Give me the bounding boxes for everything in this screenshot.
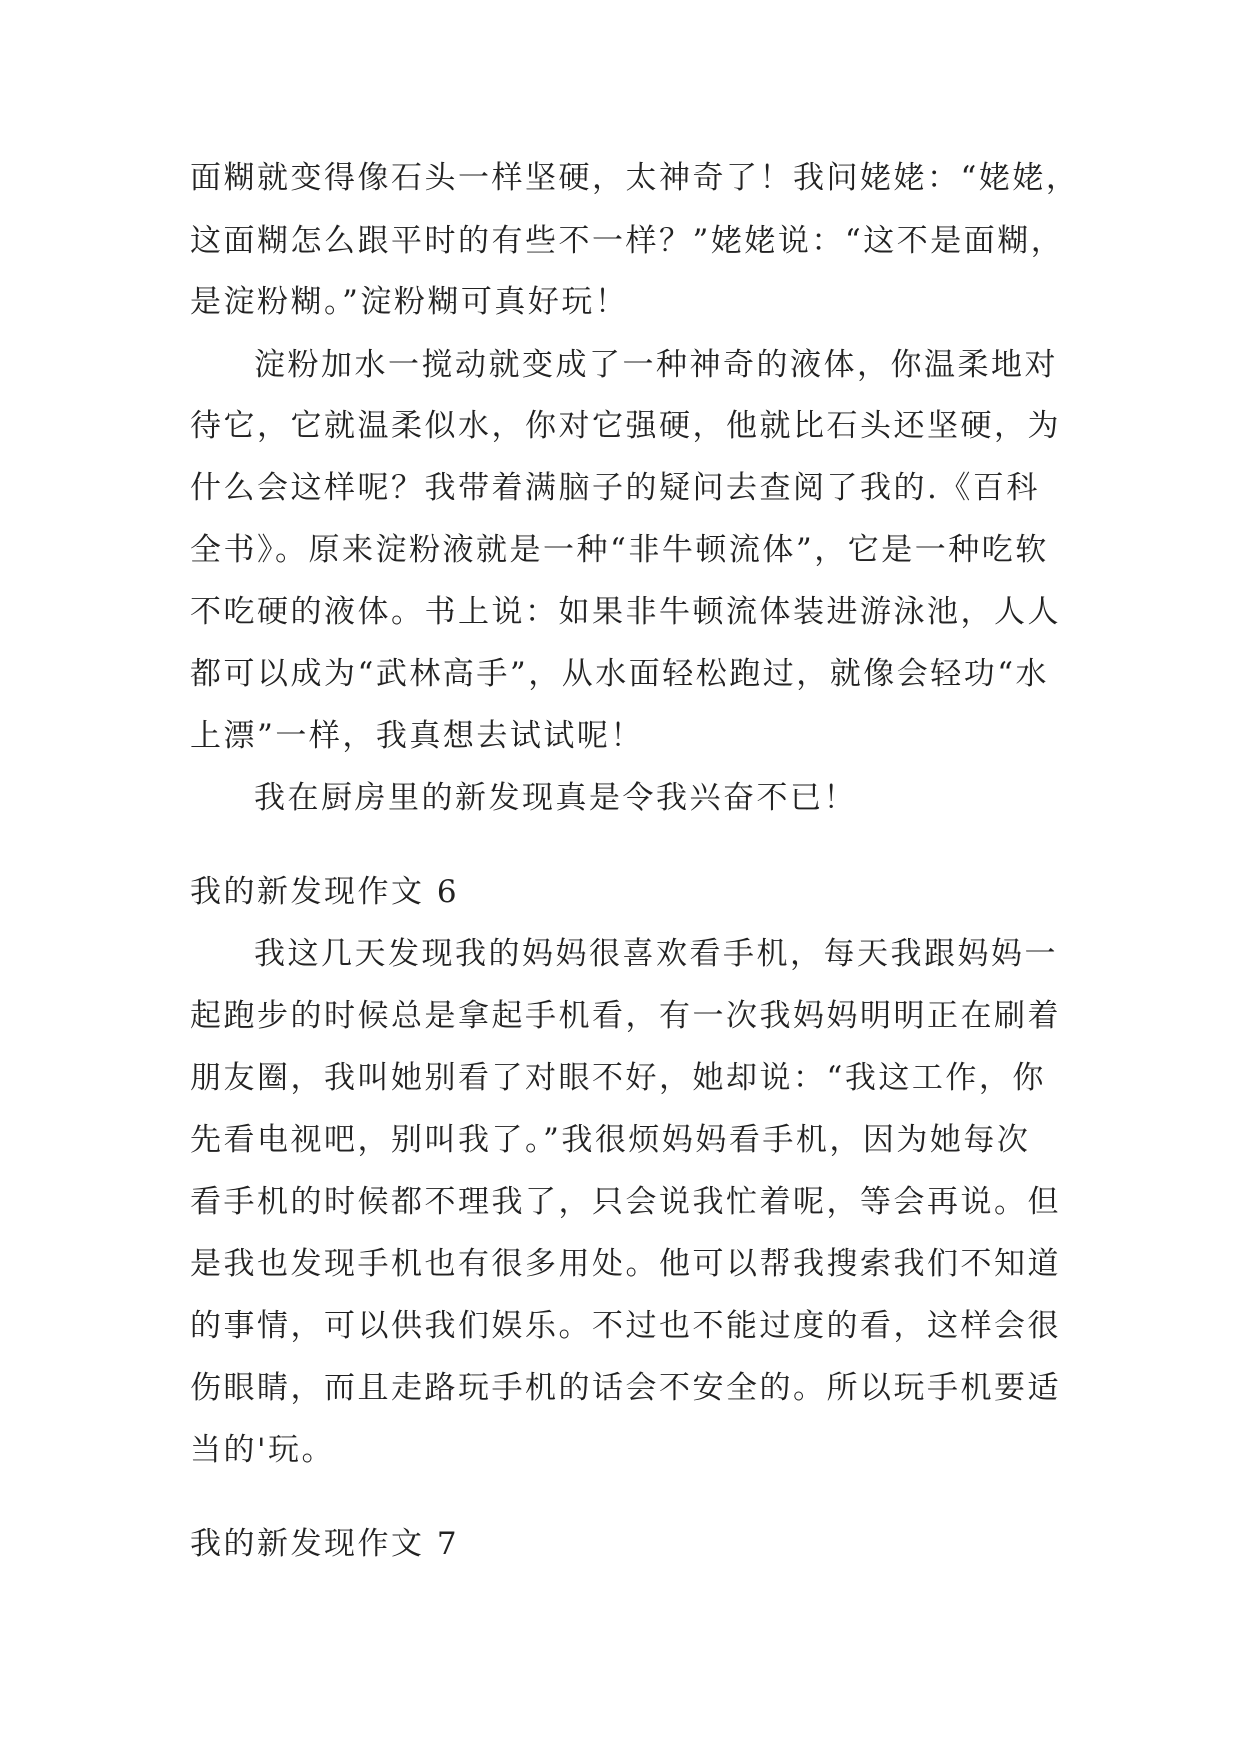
- paragraph-line: 我这几天发现我的妈妈很喜欢看手机，每天我跟妈妈一: [254, 936, 1058, 972]
- section-heading: 我的新发现作文 7: [190, 1526, 460, 1562]
- paragraph-line: 起跑步的时候总是拿起手机看，有一次我妈妈明明正在刷着: [190, 998, 1061, 1034]
- paragraph-line: 伤眼睛，而且走路玩手机的话会不安全的。所以玩手机要适: [190, 1370, 1061, 1406]
- paragraph-line: 是淀粉糊。”淀粉糊可真好玩！: [190, 284, 629, 320]
- paragraph-line: 这面糊怎么跟平时的有些不一样？”姥姥说：“这不是面糊，: [190, 223, 1065, 259]
- paragraph-line: 淀粉加水一搅动就变成了一种神奇的液体，你温柔地对: [254, 347, 1058, 383]
- paragraph-line: 什么会这样呢？我带着满脑子的疑问去查阅了我的.《百科: [190, 470, 1040, 506]
- paragraph-line: 全书》。原来淀粉液就是一种“非牛顿流体”，它是一种吃软: [190, 532, 1049, 568]
- paragraph-line: 上漂”一样，我真想去试试呢！: [190, 718, 644, 754]
- paragraph-line: 是我也发现手机也有很多用处。他可以帮我搜索我们不知道: [190, 1246, 1061, 1282]
- paragraph-line: 面糊就变得像石头一样坚硬，太神奇了！我问姥姥：“姥姥，: [190, 160, 1080, 196]
- paragraph-line: 不吃硬的液体。书上说：如果非牛顿流体装进游泳池，人人: [190, 594, 1061, 630]
- paragraph-line: 都可以成为“武林高手”，从水面轻松跑过，就像会轻功“水: [190, 656, 1050, 692]
- paragraph-line: 待它，它就温柔似水，你对它强硬，他就比石头还坚硬，为: [190, 408, 1061, 444]
- paragraph-line: 的事情，可以供我们娱乐。不过也不能过度的看，这样会很: [190, 1308, 1061, 1344]
- paragraph-line: 看手机的时候都不理我了，只会说我忙着呢，等会再说。但: [190, 1184, 1061, 1220]
- section-heading: 我的新发现作文 6: [190, 874, 460, 910]
- paragraph-line: 我在厨房里的新发现真是令我兴奋不已！: [254, 780, 857, 816]
- paragraph-line: 先看电视吧，别叫我了。”我很烦妈妈看手机，因为她每次: [190, 1122, 1031, 1158]
- paragraph-line: 朋友圈，我叫她别看了对眼不好，她却说：“我这工作，你: [190, 1060, 1046, 1096]
- paragraph-line: 当的'玩。: [190, 1432, 336, 1468]
